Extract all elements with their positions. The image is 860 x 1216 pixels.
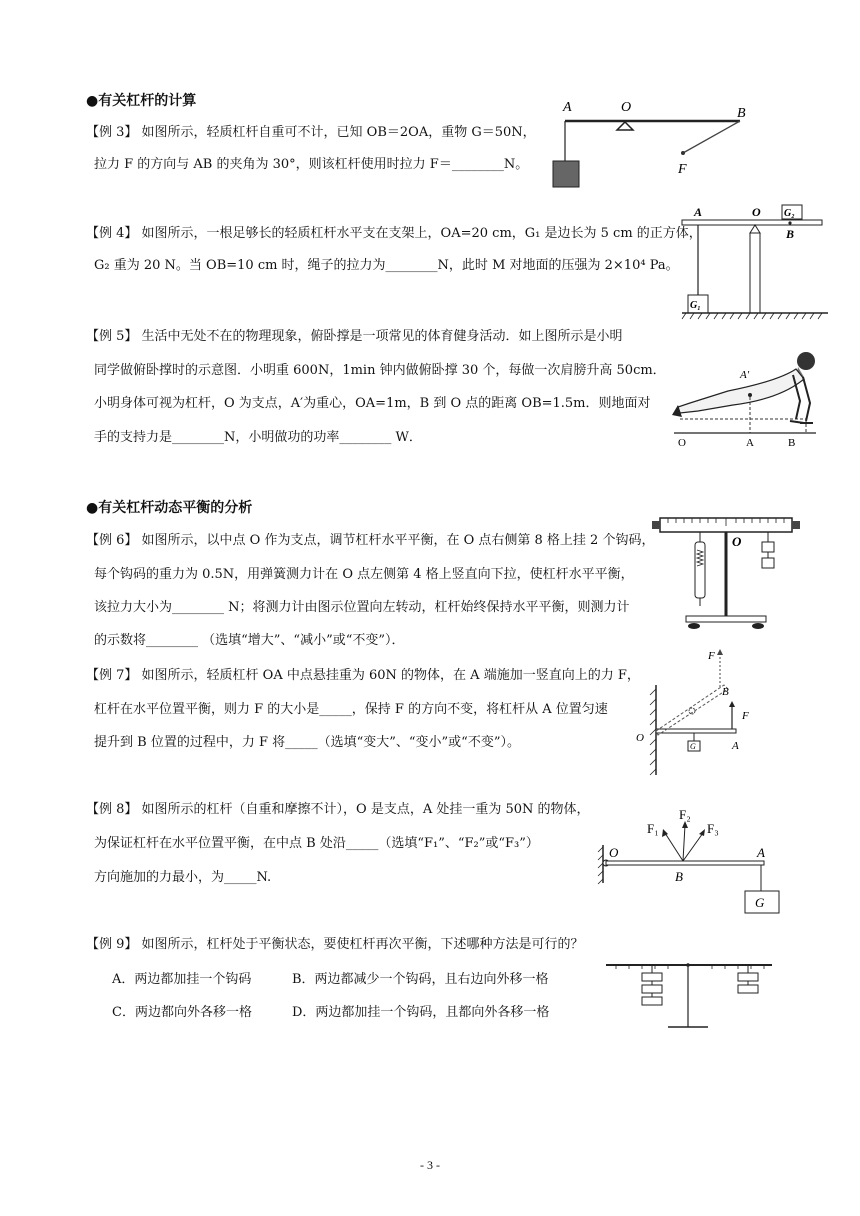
example-4-line-1 — [86, 225, 702, 243]
figure-ex4-lever — [680, 200, 830, 330]
example-text: 生活中无处不在的物理现象，俯卧撑是一项常见的体育健身活动．如上图所示是小明 — [141, 329, 623, 344]
fig-label-g: G — [755, 895, 765, 910]
figure-ex7-lever-wall — [628, 645, 758, 780]
lever-bar — [682, 220, 822, 225]
head — [797, 352, 815, 370]
fig-label-f1: F₁ — [647, 821, 659, 836]
fig-label-b: B — [675, 869, 683, 884]
base — [686, 616, 766, 622]
fig-label-a: A — [563, 100, 572, 115]
example-3-line-1 — [86, 124, 536, 142]
example-6-line-2: 每个钩码的重力为 0.5N，用弹簧测力计在 O 点左侧第 4 格上竖直向下拉，使杠杆水平平衡， — [94, 567, 634, 582]
example-7-line-3: 提升到 B 位置的过程中，力 F 将_____（选填“变大”、“变小”或“不变”）。 — [94, 735, 520, 750]
force-end-point — [681, 151, 685, 155]
figure-ex8-lever-forces — [595, 805, 785, 920]
example-label: 【例 3】 — [86, 125, 138, 140]
example-label: 【例 5】 — [86, 329, 138, 344]
arms — [793, 375, 810, 421]
fig-label-a: A — [732, 740, 739, 752]
fig-label-a: A — [757, 845, 765, 860]
fig-label-o: O — [636, 732, 644, 744]
figure-ex3-lever — [545, 95, 750, 195]
fig-label-f-right: F — [742, 710, 749, 722]
example-6-line-3: 该拉力大小为________ N；将测力计由图示位置向左转动，杠杆始终保持水平平衡，则测力计 — [94, 600, 630, 615]
example-3-line-2: 拉力 F 的方向与 AB 的夹角为 30°，则该杠杆使用时拉力 F＝________N。 — [94, 157, 529, 172]
example-text: 如图所示，以中点 O 作为支点，调节杠杆水平平衡，在 O 点右侧第 8 格上挂 2 个钩码， — [141, 533, 655, 548]
example-5-line-4: 手的支持力是________N，小明做功的功率________ W． — [94, 430, 422, 445]
fig-label-o: O — [732, 534, 742, 549]
fig-label-o: O — [621, 100, 632, 115]
example-7-line-2: 杠杆在水平位置平衡，则力 F 的大小是_____，保持 F 的方向不变，将杠杆从 A 位置匀速 — [94, 702, 608, 717]
bullet-icon: ● — [86, 500, 99, 516]
example-label: 【例 8】 — [86, 802, 138, 817]
fulcrum — [750, 225, 760, 233]
lever-bar — [606, 861, 764, 865]
example-label: 【例 9】 — [86, 937, 138, 952]
option-c: C．两边都向外各移一格 — [112, 1005, 252, 1020]
fig-label-b: B — [722, 686, 729, 698]
example-5-line-3: 小明身体可视为杠杆，O 为支点，A′为重心，OA=1m，B 到 O 点的距离 OB=1.5m．则地面对 — [94, 396, 651, 411]
fig-label-g2: G₂ — [784, 208, 795, 219]
example-label: 【例 7】 — [86, 668, 138, 683]
example-4-line-2: G₂ 重为 20 N。当 OB=10 cm 时，绳子的拉力为________N，此时 M 对地面的压强为 2×10⁴ Pa。 — [94, 258, 679, 273]
fig-label-a: A — [746, 437, 754, 449]
fig-label-b: B — [788, 437, 796, 449]
fig-label-g: G — [690, 742, 696, 751]
example-text: 如图所示，轻质杠杆自重可不计，已知 OB＝2OA，重物 G＝50N， — [141, 125, 536, 140]
fig-label-b: B — [786, 227, 795, 241]
example-7-line-1 — [86, 667, 640, 685]
example-text: 如图所示，杠杆处于平衡状态，要使杠杆再次平衡，下述哪种方法是可行的？ — [141, 937, 584, 952]
option-d: D．两边都加挂一个钩码，且都向外各移一格 — [292, 1005, 550, 1020]
example-6-line-1 — [86, 532, 654, 550]
fig-label-f3: F₃ — [707, 821, 719, 836]
example-8-line-2: 为保证杠杆在水平位置平衡，在中点 B 处沿_____（选填“F₁”、“F₂”或“F₃”） — [94, 836, 539, 851]
example-5-line-1 — [86, 328, 623, 346]
example-text: 如图所示，一根足够长的轻质杠杆水平支在支架上，OA=20 cm，G₁ 是边长为 5 cm 的正方体， — [141, 226, 702, 241]
fulcrum-triangle — [617, 122, 633, 130]
section-heading-lever-calculation — [86, 90, 196, 110]
fig-label-f-top: F — [708, 650, 715, 662]
fig-label-g1: G₁ — [690, 300, 701, 311]
lever-horizontal — [656, 729, 736, 733]
left-weight-3 — [642, 997, 662, 1005]
page-number: - 3 - — [420, 1158, 440, 1172]
right-weight-2 — [738, 985, 758, 993]
right-weight-1 — [738, 973, 758, 981]
fig-label-o: O — [609, 845, 619, 860]
example-text: 如图所示，轻质杠杆 OA 中点悬挂重为 60N 的物体，在 A 端施加一竖直向上的力 F， — [141, 668, 640, 683]
hook-weight-1 — [762, 542, 774, 552]
section-title: 有关杠杆的计算 — [98, 93, 197, 109]
fig-label-f: F — [678, 162, 687, 177]
example-9-line-1 — [86, 936, 584, 954]
section-heading-dynamic-balance — [86, 497, 252, 517]
example-text: 如图所示的杠杆（自重和摩擦不计），O 是支点，A 处挂一重为 50N 的物体， — [141, 802, 590, 817]
ground-hatch — [682, 313, 822, 319]
force-line — [683, 121, 740, 153]
spring-scale — [695, 542, 705, 598]
example-label: 【例 4】 — [86, 226, 138, 241]
option-b: B．两边都减少一个钩码，且右边向外移一格 — [292, 972, 549, 987]
option-a: A．两边都加挂一个钩码 — [112, 972, 252, 987]
example-5-line-2: 同学做俯卧撑时的示意图．小明重 600N，1min 钟内做俯卧撑 30 个，每做一次肩膀升高 50cm． — [94, 363, 666, 378]
support-post — [750, 233, 760, 313]
left-weight-2 — [642, 985, 662, 993]
lever-raised — [656, 685, 728, 735]
section-title: 有关杠杆动态平衡的分析 — [98, 500, 253, 516]
example-label: 【例 6】 — [86, 533, 138, 548]
bullet-icon: ● — [86, 93, 99, 109]
example-6-line-4: 的示数将________ （选填“增大”、“减小”或“不变”）． — [94, 633, 405, 648]
fig-label-o: O — [678, 437, 686, 449]
left-weight-1 — [642, 973, 662, 981]
figure-ex5-pushup — [668, 345, 818, 450]
figure-ex9-balanced-lever — [602, 955, 777, 1037]
example-8-line-1 — [86, 801, 590, 819]
fig-label-f2: F₂ — [679, 807, 691, 822]
fig-label-o: O — [752, 205, 761, 219]
fig-label-b: B — [737, 106, 746, 121]
figure-ex6-lever-scale — [650, 512, 805, 637]
weight-block — [553, 161, 579, 187]
example-8-line-3: 方向施加的力最小，为_____N. — [94, 870, 272, 885]
wall-hatch — [650, 689, 656, 775]
fig-label-a: A — [694, 205, 703, 219]
fig-label-aprime: A′ — [740, 369, 750, 381]
hook-weight-2 — [762, 558, 774, 568]
